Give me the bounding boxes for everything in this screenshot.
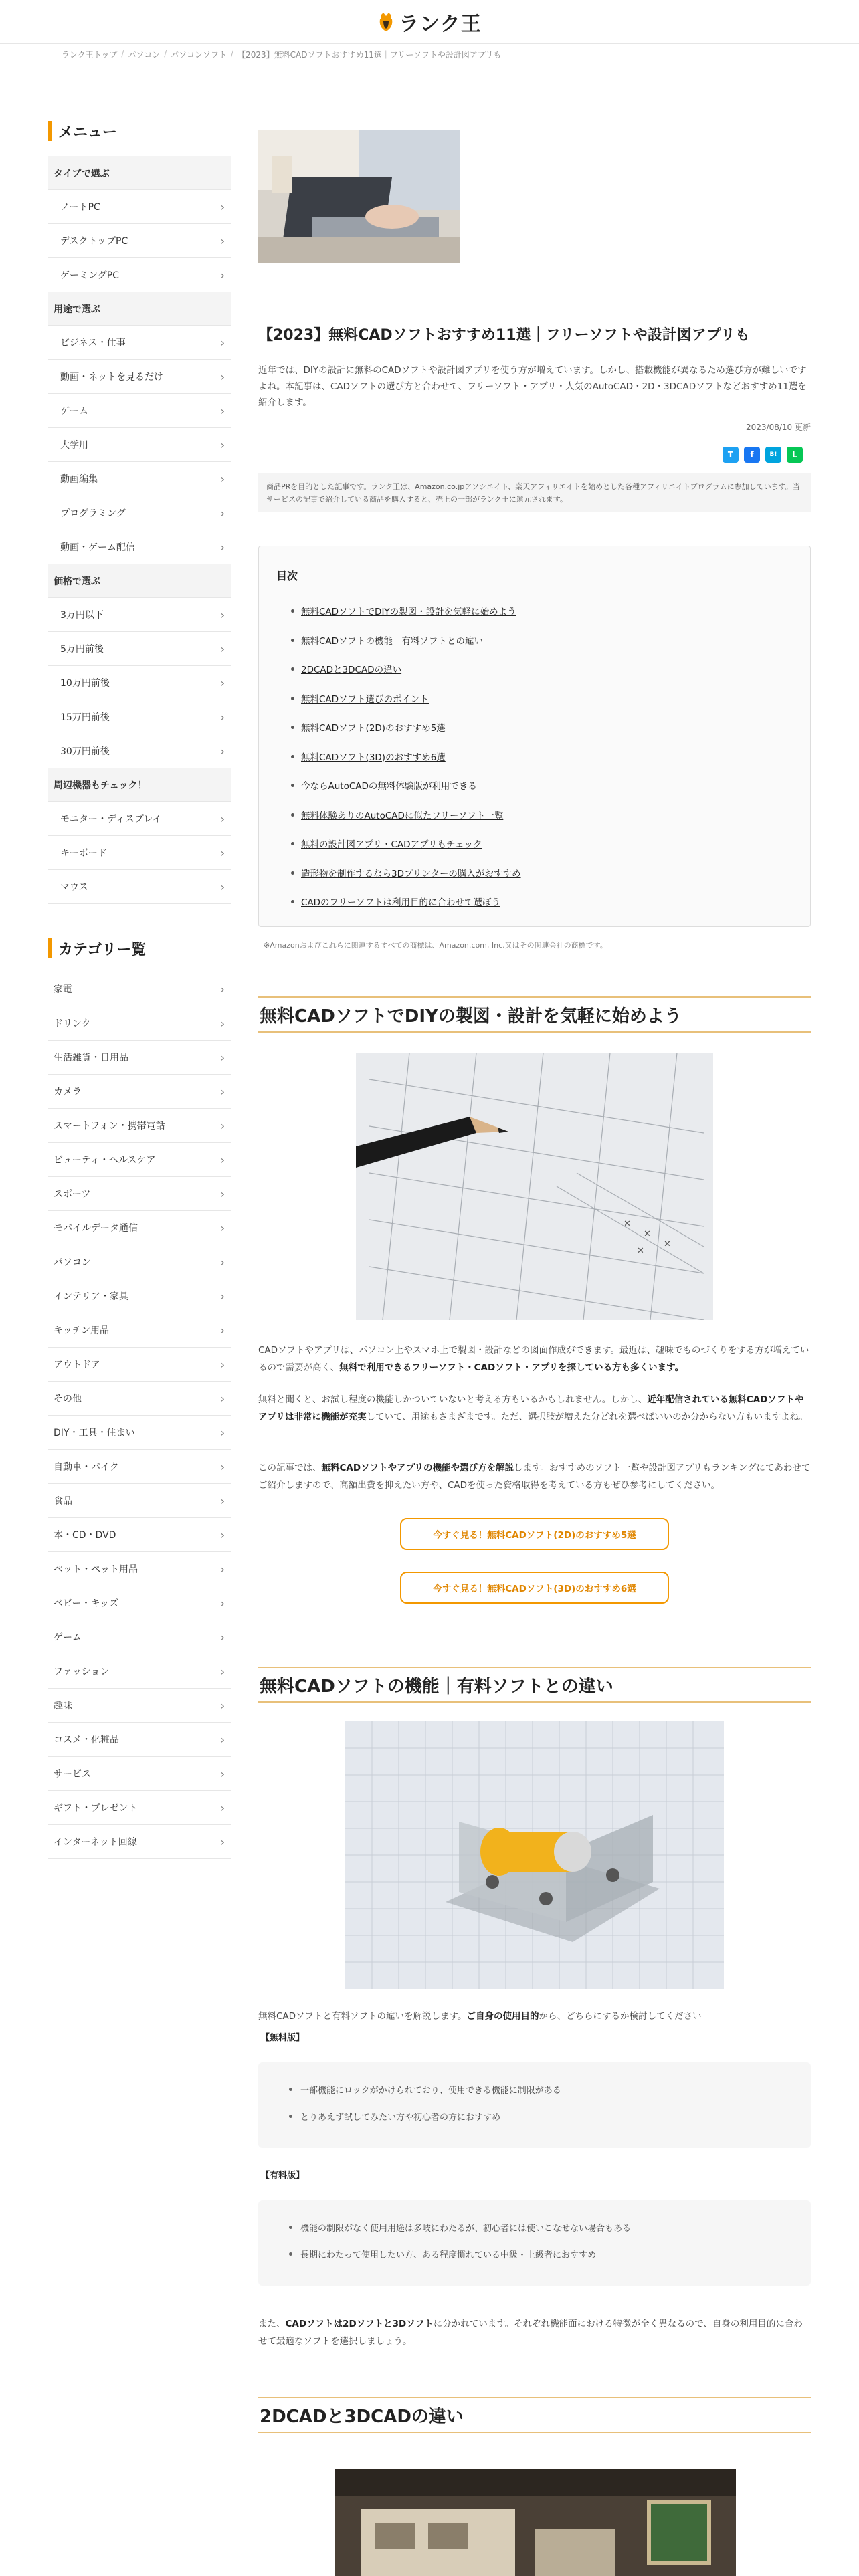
chevron-right-icon: ›	[220, 336, 225, 349]
breadcrumb-home[interactable]: ランク王トップ	[62, 50, 118, 60]
toc-item[interactable]	[291, 750, 521, 779]
text-run-bold: ご自身の使用目的	[466, 2011, 539, 2022]
category-item[interactable]	[48, 1552, 231, 1586]
text-run-bold: 無料で利用できるフリーソフト・CADソフト・アプリを探している方も多くいます。	[339, 1362, 684, 1373]
chevron-right-icon: ›	[220, 1187, 225, 1200]
menu-item-price-50k[interactable]	[48, 632, 231, 666]
menu-item-label: 大学用	[60, 440, 88, 451]
category-item[interactable]	[48, 1245, 231, 1279]
toc-item[interactable]	[291, 720, 521, 750]
list-item: 一部機能にロックがかけられており、使用できる機能に制限がある	[289, 2076, 811, 2103]
cad-3d-model-image	[345, 1721, 724, 1989]
logo-text: ランク王	[399, 12, 482, 36]
list-item: 機能の制限がなく使用用途は多岐にわたるが、初心者には使いこなせない場合もある	[289, 2214, 811, 2240]
section-heading-diy: 無料CADソフトでDIYの製図・設計を気軽に始めよう	[258, 996, 811, 1033]
chevron-right-icon: ›	[220, 676, 225, 689]
share-buttons	[723, 447, 803, 463]
text-run: 無料と聞くと、お試し程度の機能しかついていないと考える方もいるかもしれません。しかし、	[258, 1394, 648, 1405]
text-run: また、	[258, 2319, 286, 2329]
category-label: ドリンク	[54, 1018, 91, 1029]
menu-item-label: モニター・ディスプレイ	[60, 814, 162, 825]
breadcrumb	[62, 49, 501, 60]
category-item[interactable]	[48, 1075, 231, 1109]
sidebar-menu	[48, 120, 231, 904]
menu-item-price-300k[interactable]	[48, 734, 231, 768]
toc-item[interactable]	[291, 895, 521, 924]
category-item[interactable]	[48, 1757, 231, 1791]
category-item[interactable]	[48, 1348, 231, 1382]
category-list	[48, 972, 231, 1859]
category-item[interactable]	[48, 1791, 231, 1825]
category-label: コスメ・化粧品	[54, 1735, 119, 1745]
category-label: パソコン	[54, 1257, 91, 1268]
chevron-right-icon: ›	[220, 1358, 225, 1371]
chevron-right-icon: ›	[220, 1051, 225, 1064]
toc-link[interactable]: 無料CADソフト選びのポイント	[301, 693, 430, 705]
menu-item-label: マウス	[60, 882, 88, 893]
site-header	[0, 0, 859, 44]
article-lead: 近年では、DIYの設計に無料のCADソフトや設計図アプリを使う方が増えています。しかし、搭載機能が異なるため選び方が難しいですよね。本記事は、CADソフトの選び方と合わせて、フリーソフト・アプリ・人気のAutoCAD・2D・3DCADソフトなどおすすめ11選を紹介します。	[258, 365, 807, 408]
chevron-right-icon: ›	[220, 1426, 225, 1439]
category-label: アウトドア	[54, 1360, 100, 1370]
breadcrumb-separator: /	[121, 49, 124, 58]
sec1-paragraph-3	[258, 1459, 811, 1494]
hero-laptop-photo	[258, 130, 460, 263]
category-item[interactable]	[48, 1518, 231, 1552]
category-label: スマートフォン・携帯電話	[54, 1121, 165, 1132]
line-share-icon[interactable]: L	[787, 447, 803, 463]
chevron-right-icon: ›	[220, 1153, 225, 1166]
svg-text:✕: ✕	[644, 1229, 651, 1239]
category-item[interactable]	[48, 1279, 231, 1313]
menu-group-type: タイプで選ぶ	[48, 156, 231, 190]
crown-logo-icon	[377, 11, 395, 33]
chevron-right-icon: ›	[220, 540, 225, 554]
category-item[interactable]	[48, 1006, 231, 1041]
category-label: 自動車・バイク	[54, 1462, 119, 1473]
list-item: 長期にわたって使用したい方、ある程度慣れている中級・上級者におすすめ	[289, 2240, 811, 2267]
category-label: モバイルデータ通信	[54, 1223, 138, 1234]
category-item[interactable]	[48, 1450, 231, 1484]
category-label: キッチン用品	[54, 1325, 110, 1336]
menu-item-video-edit[interactable]	[48, 462, 231, 496]
menu-item-game[interactable]	[48, 394, 231, 428]
article-title: 【2023】無料CADソフトおすすめ11選｜フリーソフトや設計図アプリも	[258, 327, 750, 344]
text-run: この記事では、	[258, 1463, 322, 1473]
sec2-outro	[258, 2315, 811, 2350]
category-label: インターネット回線	[54, 1837, 137, 1848]
facebook-share-icon[interactable]: f	[744, 447, 760, 463]
category-item[interactable]	[48, 1211, 231, 1245]
svg-text:✕: ✕	[624, 1219, 631, 1229]
toc-link[interactable]: CADのフリーソフトは利用目的に合わせて選ぼう	[301, 897, 500, 908]
chevron-right-icon: ›	[220, 234, 225, 247]
chevron-right-icon: ›	[220, 1528, 225, 1541]
chevron-right-icon: ›	[220, 1323, 225, 1337]
menu-item-gaming[interactable]	[48, 258, 231, 292]
menu-item-label: 5万円前後	[60, 644, 104, 655]
toc-item[interactable]	[291, 866, 521, 895]
chevron-right-icon: ›	[220, 1562, 225, 1576]
chevron-right-icon: ›	[220, 472, 225, 486]
category-label: ペット・ペット用品	[54, 1564, 138, 1575]
svg-text:✕: ✕	[637, 1246, 644, 1256]
menu-heading: メニュー	[48, 120, 231, 142]
paid-version-list	[258, 2200, 811, 2267]
category-label: 食品	[54, 1496, 72, 1507]
category-label: ゲーム	[54, 1632, 82, 1643]
chevron-right-icon: ›	[220, 1733, 225, 1746]
chevron-right-icon: ›	[220, 1699, 225, 1712]
chevron-right-icon: ›	[220, 268, 225, 282]
list-item: とりあえず試してみたい方や初心者の方におすすめ	[289, 2103, 811, 2129]
category-item[interactable]	[48, 1825, 231, 1859]
category-label: カメラ	[54, 1087, 82, 1097]
free-version-label: 【無料版】	[261, 2033, 305, 2043]
category-item[interactable]	[48, 1143, 231, 1177]
category-label: DIY・工具・住まい	[54, 1428, 135, 1438]
chevron-right-icon: ›	[220, 200, 225, 213]
chevron-right-icon: ›	[220, 1596, 225, 1610]
menu-item-streaming[interactable]	[48, 530, 231, 564]
room-3d-render-image	[335, 2469, 736, 2576]
menu-item-notebook[interactable]	[48, 190, 231, 224]
section-heading-2d-3d: 2DCADと3DCADの違い	[258, 2397, 811, 2433]
chevron-right-icon: ›	[220, 1289, 225, 1303]
category-item[interactable]	[48, 1484, 231, 1518]
menu-item-label: 動画・ネットを見るだけ	[60, 372, 163, 383]
chevron-right-icon: ›	[220, 982, 225, 996]
chevron-right-icon: ›	[220, 812, 225, 825]
menu-item-keyboard[interactable]	[48, 836, 231, 870]
text-run-bold: 無料CADソフトやアプリの機能や選び方を解説	[321, 1463, 514, 1473]
menu-item-label: 10万円前後	[60, 678, 110, 689]
menu-item-desktop[interactable]	[48, 224, 231, 258]
menu-item-label: ビジネス・仕事	[60, 338, 126, 348]
toc-link[interactable]: 無料CADソフト(2D)のおすすめ5選	[301, 723, 446, 734]
amazon-trademark-note: ※Amazonおよびこれらに関連するすべての商標は、Amazon.com, Inc.又はその関連会社の商標です。	[264, 941, 607, 950]
text-run-bold: CADソフトは2Dソフトと3Dソフト	[285, 2319, 434, 2329]
menu-item-business[interactable]	[48, 326, 231, 360]
menu-item-label: 30万円前後	[60, 746, 110, 757]
category-item[interactable]	[48, 1313, 231, 1348]
breadcrumb-pc-software[interactable]: パソコンソフト	[171, 50, 227, 60]
toc-item[interactable]	[291, 837, 521, 866]
category-item[interactable]	[48, 1723, 231, 1757]
category-item[interactable]	[48, 1382, 231, 1416]
blueprint-pencil-photo	[356, 1053, 713, 1320]
pr-disclaimer: 商品PRを目的とした記事です。ランク王は、Amazon.co.jpアソシエイト、楽天アフィリエイトを始めとした各種アフィリエイトプログラムに参加しています。当サービスの記事で紹介している商品を購入すると、売上の一部がランク王に還元されます。	[258, 473, 811, 512]
text-run-bold: 近年配信されている無料CADソフトやアプリは非常に機能が充実	[258, 1394, 804, 1422]
chevron-right-icon: ›	[220, 1835, 225, 1848]
toc-link[interactable]: 無料CADソフト(3D)のおすすめ6選	[301, 752, 446, 763]
menu-item-label: ゲーミングPC	[60, 270, 119, 281]
category-label: その他	[54, 1394, 82, 1404]
breadcrumb-current: 【2023】無料CADソフトおすすめ11選｜フリーソフトや設計図アプリも	[237, 50, 502, 60]
toc-link[interactable]: 無料の設計図アプリ・CADアプリもチェック	[301, 839, 482, 850]
breadcrumb-pc[interactable]: パソコン	[128, 50, 161, 60]
toc-item[interactable]	[291, 778, 521, 808]
chevron-right-icon: ›	[220, 404, 225, 417]
free-version-box	[258, 2062, 811, 2148]
section-heading-features: 無料CADソフトの機能｜有料ソフトとの違い	[258, 1667, 811, 1703]
breadcrumb-bar	[0, 44, 859, 64]
sec2-intro	[258, 2008, 811, 2025]
category-item[interactable]	[48, 1041, 231, 1075]
toc-link[interactable]: 無料CADソフトの機能｜有料ソフトとの違い	[301, 635, 484, 647]
category-item[interactable]	[48, 1109, 231, 1143]
chevron-right-icon: ›	[220, 1494, 225, 1507]
text-run: していて、用途もさまざまです。ただ、選択肢が増えた分どれを選べばいいのか分からない方もいますよね。	[366, 1412, 808, 1422]
menu-item-label: キーボード	[60, 848, 107, 859]
jump-2d-button[interactable]: 今すぐ見る！無料CADソフト(2D)のおすすめ5選	[400, 1518, 669, 1550]
toc-link[interactable]: 無料CADソフトでDIYの製図・設計を気軽に始めよう	[301, 607, 516, 617]
chevron-right-icon: ›	[220, 1392, 225, 1405]
chevron-right-icon: ›	[220, 370, 225, 383]
menu-item-video-net[interactable]	[48, 360, 231, 394]
chevron-right-icon: ›	[220, 1801, 225, 1814]
category-item[interactable]	[48, 1620, 231, 1654]
text-run: に分かれています。それぞれ機能面における特徴が全く異なるので、自身の利用目的に合わせて最適なソフトを選択しましょう。	[258, 2319, 803, 2347]
menu-item-label: 動画編集	[60, 474, 98, 485]
free-version-list	[258, 2062, 811, 2129]
paid-version-label: 【有料版】	[261, 2171, 305, 2181]
paid-version-box	[258, 2200, 811, 2286]
chevron-right-icon: ›	[220, 1767, 225, 1780]
toc-link[interactable]: 造形物を制作するなら3Dプリンターの購入がおすすめ	[301, 868, 521, 879]
text-run: CADソフトやアプリは、パソコン上やスマホ上で製図・設計などの図面作成ができます。最近は、趣味でものづくりをする方が増えているので需要が高く、	[258, 1345, 809, 1373]
menu-group-peripherals: 周辺機器もチェック！	[48, 768, 231, 802]
menu-item-price-150k[interactable]	[48, 700, 231, 734]
category-label: 生活雑貨・日用品	[54, 1053, 128, 1063]
toc-item[interactable]	[291, 691, 521, 721]
chevron-right-icon: ›	[220, 642, 225, 655]
chevron-right-icon: ›	[220, 438, 225, 451]
menu-item-label: 15万円前後	[60, 712, 110, 723]
category-label: 本・CD・DVD	[54, 1530, 116, 1541]
jump-3d-button[interactable]: 今すぐ見る！無料CADソフト(3D)のおすすめ6選	[400, 1572, 669, 1604]
category-item[interactable]	[48, 1689, 231, 1723]
toc-item[interactable]	[291, 808, 521, 837]
site-logo[interactable]	[377, 7, 481, 37]
chevron-right-icon: ›	[220, 880, 225, 893]
menu-item-price-30k[interactable]	[48, 598, 231, 632]
updated-date: 2023/08/10 更新	[746, 423, 811, 432]
category-label: ベビー・キッズ	[54, 1598, 119, 1609]
category-label: 趣味	[54, 1701, 72, 1711]
menu-item-label: ノートPC	[60, 202, 100, 213]
menu-item-monitor[interactable]	[48, 802, 231, 836]
menu-item-label: ゲーム	[60, 406, 88, 417]
toc-item[interactable]	[291, 604, 521, 633]
chevron-right-icon: ›	[220, 1665, 225, 1678]
sec1-paragraph-2	[258, 1391, 811, 1426]
sec1-paragraph-1	[258, 1341, 811, 1376]
svg-text:✕: ✕	[664, 1239, 671, 1249]
menu-item-mouse[interactable]	[48, 870, 231, 904]
category-label: ファッション	[54, 1667, 110, 1677]
toc-item[interactable]	[291, 662, 521, 691]
category-label: スポーツ	[54, 1189, 91, 1200]
chevron-right-icon: ›	[220, 1016, 225, 1030]
category-label: ビューティ・ヘルスケア	[54, 1155, 156, 1166]
category-heading: カテゴリー覧	[48, 938, 231, 959]
toc-link[interactable]: 2DCADと3DCADの違い	[301, 665, 402, 675]
toc-list	[291, 604, 521, 924]
menu-item-label: プログラミング	[60, 508, 126, 519]
chevron-right-icon: ›	[220, 710, 225, 724]
category-item[interactable]	[48, 1654, 231, 1689]
sidebar-categories	[48, 938, 231, 1859]
menu-item-label: 動画・ゲーム配信	[60, 542, 135, 553]
text-run: 無料CADソフトと有料ソフトの違いを解説します。	[258, 2011, 467, 2022]
chevron-right-icon: ›	[220, 846, 225, 859]
chevron-right-icon: ›	[220, 1255, 225, 1269]
text-run: から、どちらにするか検討してください	[539, 2011, 702, 2022]
breadcrumb-separator: /	[164, 49, 167, 58]
menu-item-price-100k[interactable]	[48, 666, 231, 700]
category-item[interactable]	[48, 1416, 231, 1450]
table-of-contents	[258, 546, 811, 927]
menu-item-university[interactable]	[48, 428, 231, 462]
category-label: ギフト・プレゼント	[54, 1803, 138, 1814]
category-label: インテリア・家具	[54, 1291, 128, 1302]
breadcrumb-separator: /	[231, 49, 234, 58]
menu-item-label: デスクトップPC	[60, 236, 128, 247]
menu-group-purpose: 用途で選ぶ	[48, 292, 231, 326]
chevron-right-icon: ›	[220, 608, 225, 621]
toc-title: 目次	[276, 570, 298, 582]
category-item[interactable]	[48, 972, 231, 1006]
text-run: します。おすすめのソフト一覧や設計図アプリもランキングにてあわせてご紹介しますので、高額出費を抑えたい方や、CADを使った資格取得を考えている方もぜひ参考にしてください。	[258, 1463, 811, 1491]
chevron-right-icon: ›	[220, 1630, 225, 1644]
category-label: 家電	[54, 984, 72, 995]
menu-item-label: 3万円以下	[60, 610, 104, 621]
chevron-right-icon: ›	[220, 744, 225, 758]
hatena-share-icon[interactable]: B!	[765, 447, 781, 463]
category-item[interactable]	[48, 1177, 231, 1211]
toc-link[interactable]: 今ならAutoCADの無料体験版が利用できる	[301, 781, 477, 792]
chevron-right-icon: ›	[220, 1085, 225, 1098]
chevron-right-icon: ›	[220, 1221, 225, 1235]
chevron-right-icon: ›	[220, 1460, 225, 1473]
toc-link[interactable]: 無料体験ありのAutoCADに似たフリーソフト一覧	[301, 810, 504, 821]
menu-item-programming[interactable]	[48, 496, 231, 530]
toc-item[interactable]	[291, 633, 521, 663]
category-label: サービス	[54, 1769, 91, 1780]
chevron-right-icon: ›	[220, 1119, 225, 1132]
twitter-share-icon[interactable]: T	[723, 447, 739, 463]
category-item[interactable]	[48, 1586, 231, 1620]
menu-group-price: 価格で選ぶ	[48, 564, 231, 598]
chevron-right-icon: ›	[220, 506, 225, 520]
